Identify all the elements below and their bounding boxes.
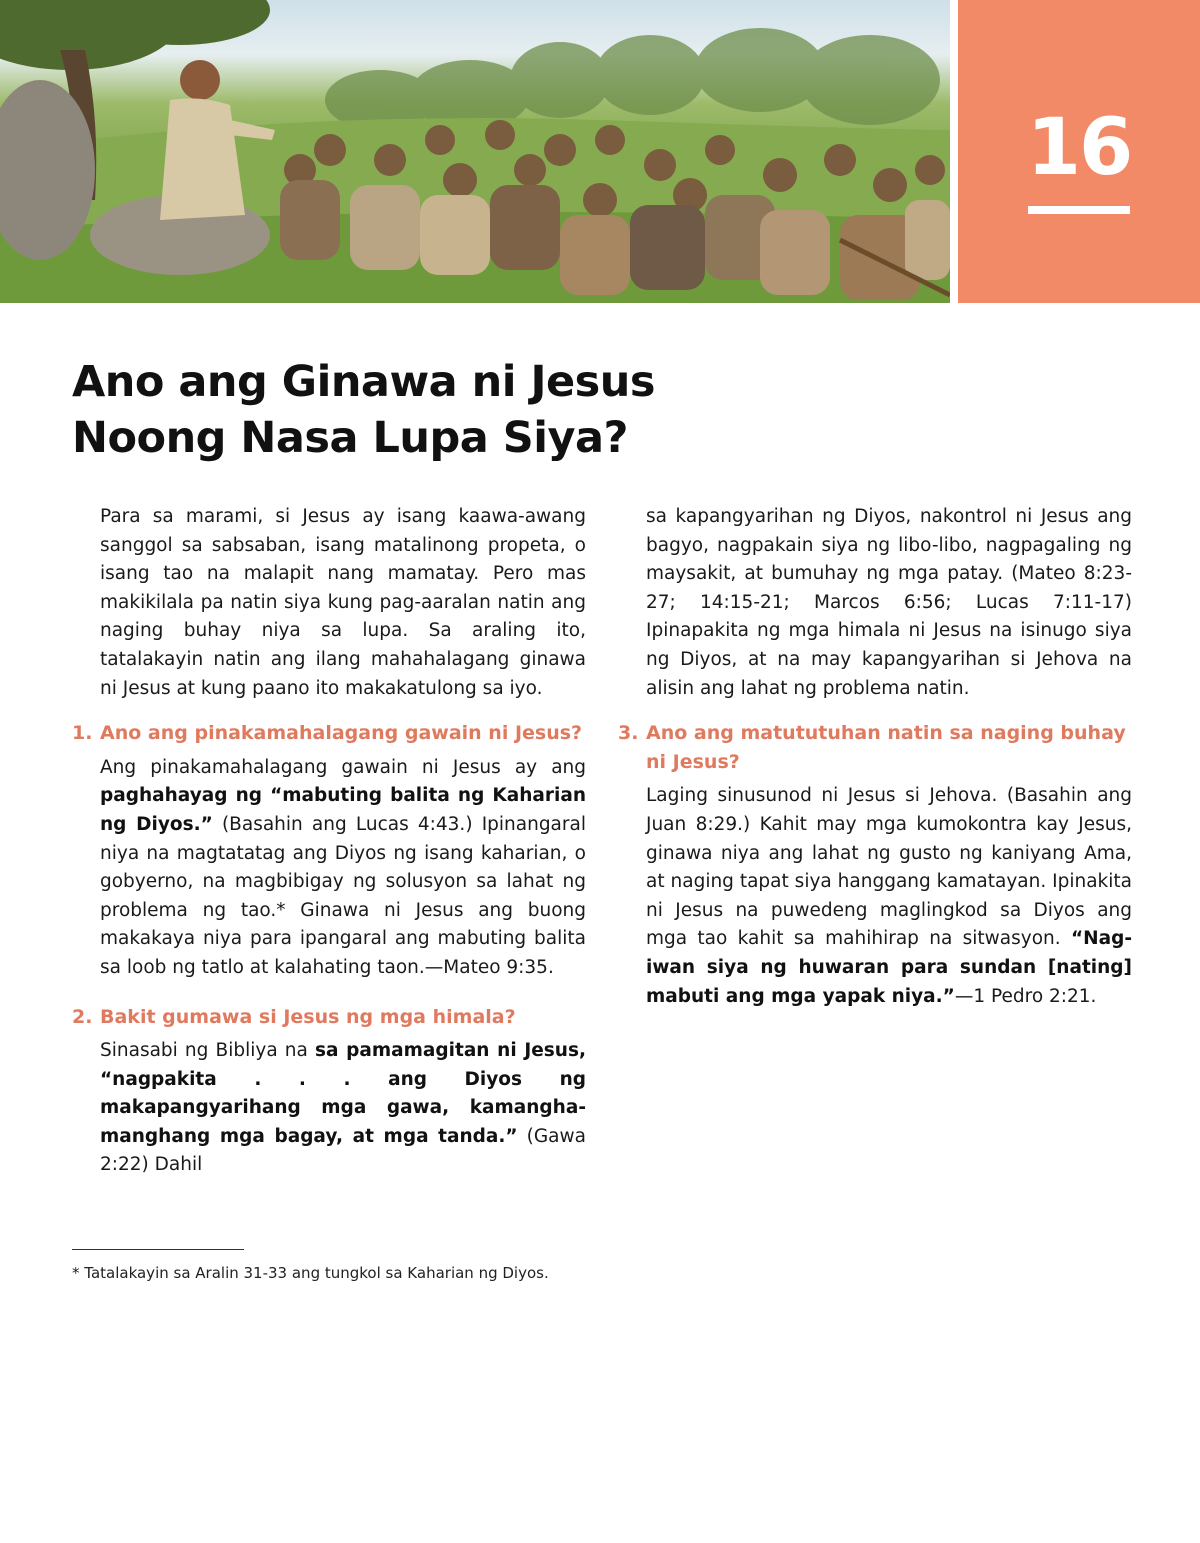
section-3-heading-text: Ano ang matututuhan natin sa naging buhay ni Jesus? (646, 722, 1126, 773)
section-2-heading (72, 1003, 586, 1032)
section-3-text-a: Laging sinusunod ni Jesus si Jehova. (Basahin ang Juan 8:29.) Kahit may mga kumokontra kay Jesus, ginawa niya ang lahat ng gusto ng kaniyang Ama, at naging tapat siya hanggang kamatayan. Ipinakita ni Jesus na puwedeng maglingkod sa Diyos ang mga tao kahit sa mahihirap na sitwasyon. (646, 785, 1132, 950)
left-column (72, 503, 586, 1180)
section-2-continuation: sa kapangyarihan ng Diyos, nakontrol ni Jesus ang bagyo, nagpakain siya ng libo-libo, nagpagaling ng maysakit, at bumuhay ng mga patay. (Mateo 8:23-27; 14:15-21; Marcos 6:56; Lucas 7:11-17) Ipinapakita ng mga himala ni Jesus na isinugo siya ng Diyos, at na may kapangyarihan si Jehova na alisin ang lahat ng problema natin. (646, 506, 1132, 699)
lesson-number-badge (958, 0, 1200, 303)
section-2-text-a: Sinasabi ng Bibliya na (100, 1040, 315, 1062)
title-line-1: Ano ang Ginawa ni Jesus (72, 357, 655, 407)
section-1-text-c: (Basahin ang Lucas 4:43.) Ipinangaral niya na magtatatag ang Diyos ng isang kaharian, o gobyerno, na magbibigay ng solusyon sa lahat ng problema ng tao.* Ginawa ni Jesus ang buong makakaya niya para ipangaral ang mabuting balita sa loob ng tatlo at kalahating taon.—Mateo 9:35. (100, 813, 586, 978)
section-3-paragraph (618, 782, 1132, 1011)
section-1-text-bold: paghahayag ng “mabuting balita ng Kaharian ng Diyos.” (100, 785, 586, 835)
section-3-number: 3. (618, 722, 639, 745)
section-3-text-bold: “Nag-iwan siya ng huwaran para sundan [nating] mabuti ang mga yapak niya.” (646, 928, 1132, 1007)
section-2-text-bold: sa pamamagitan ni Jesus, “nagpakita . . . ang Diyos ng makapangyarihang mga gawa, kamangha-manghang mga bagay, at mga tanda.” (100, 1040, 587, 1147)
footnote-rule (72, 1249, 244, 1250)
section-1-text-a: Ang pinakamahalagang gawain ni Jesus ay ang (100, 756, 586, 778)
section-2-heading-text: Bakit gumawa si Jesus ng mga himala? (100, 1005, 516, 1028)
lesson-number: 16 (1026, 103, 1132, 193)
section-1-heading-text: Ano ang pinakamahalagang gawain ni Jesus? (100, 722, 583, 745)
page-title (72, 354, 872, 466)
section-2-text-c: (Gawa 2:22) Dahil (100, 1125, 586, 1176)
section-2-paragraph (72, 1037, 586, 1180)
section-3-heading (618, 719, 1132, 776)
title-line-2: Noong Nasa Lupa Siya? (72, 413, 628, 463)
footnote: * Tatalakayin sa Aralin 31-33 ang tungkol sa Kaharian ng Diyos. (72, 1264, 549, 1282)
badge-underline (1028, 206, 1130, 214)
section-2-number: 2. (72, 1005, 93, 1028)
section-1-heading (72, 719, 586, 748)
section-1-paragraph (72, 754, 586, 983)
section-3-text-c: —1 Pedro 2:21. (954, 985, 1097, 1007)
right-column (618, 503, 1132, 1011)
section-1-number: 1. (72, 722, 93, 745)
intro-paragraph: Para sa marami, si Jesus ay isang kaawa-awang sanggol sa sabsaban, isang matalinong propeta, o isang tao na malapit nang mamatay. Pero mas makikilala pa natin siya kung pag-aaralan natin ang naging buhay niya sa lupa. Sa araling ito, tatalakayin natin ang ilang mahahalagang ginawa ni Jesus at kung paano ito makakatulong sa iyo. (100, 506, 586, 699)
hero-illustration (0, 0, 950, 303)
